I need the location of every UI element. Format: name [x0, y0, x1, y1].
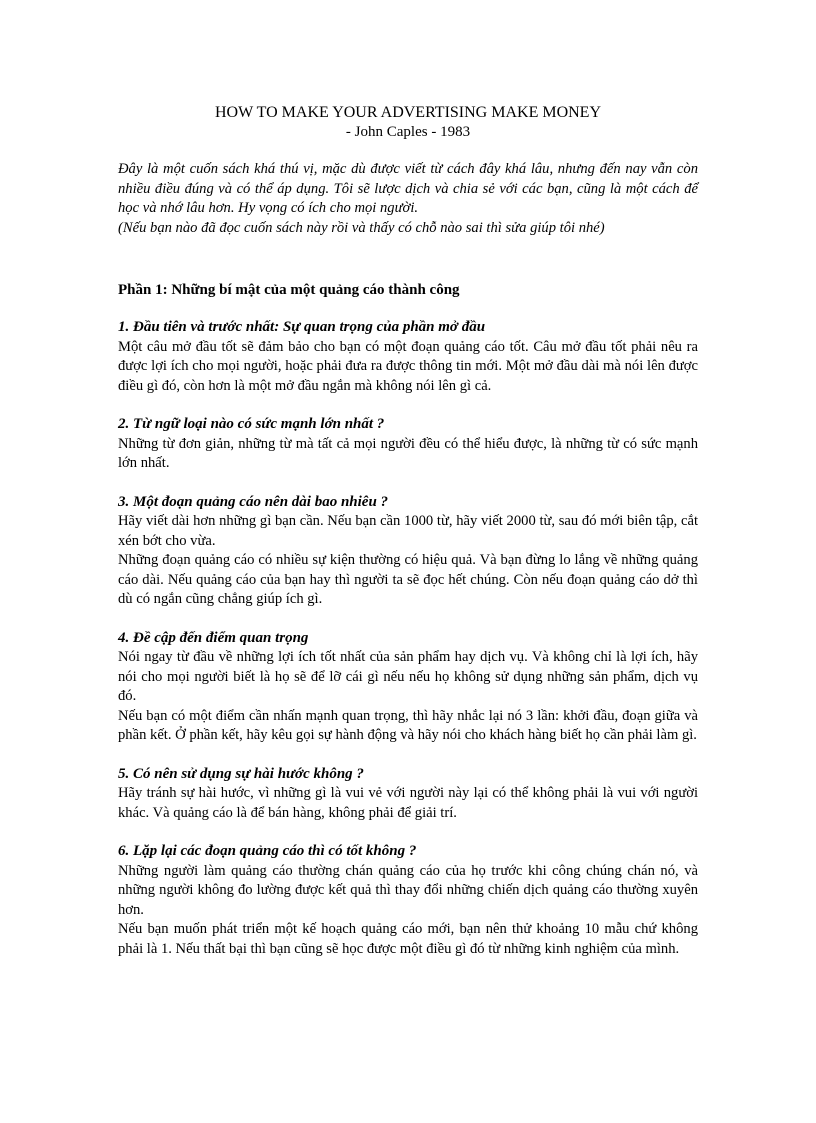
section-paragraph: Hãy tránh sự hài hước, vì những gì là vui vẻ với người này lại có thể không phải là vui với người khác. Và quảng cáo là để bán hàng, không phải để giải trí. — [118, 785, 698, 821]
intro-block — [118, 160, 698, 238]
section-6 — [118, 842, 698, 959]
section-heading: 4. Đề cập đến điểm quan trọng — [118, 629, 309, 646]
section-3 — [118, 493, 698, 610]
intro-paragraph: Đây là một cuốn sách khá thú vị, mặc dù được viết từ cách đây khá lâu, nhưng đến nay vẫn còn nhiều điều đúng và có thể áp dụng. Tôi sẽ lược dịch và chia sẻ với các bạn, cũng là một cách để học và nhớ lâu hơn. Hy vọng có ích cho mọi người. — [118, 161, 698, 216]
section-5 — [118, 765, 698, 824]
section-heading: 5. Có nên sử dụng sự hài hước không ? — [118, 765, 364, 782]
section-heading: 3. Một đoạn quảng cáo nên dài bao nhiêu ? — [118, 493, 389, 510]
section-heading: 1. Đầu tiên và trước nhất: Sự quan trọng của phần mở đầu — [118, 319, 486, 335]
section-2 — [118, 415, 698, 474]
sections-list — [118, 318, 698, 978]
section-heading: 2. Từ ngữ loại nào có sức mạnh lớn nhất ? — [118, 416, 385, 432]
intro-note: (Nếu bạn nào đã đọc cuốn sách này rồi và thấy có chỗ nào sai thì sửa giúp tôi nhé) — [118, 219, 605, 236]
section-paragraph: Nếu bạn có một điểm cần nhấn mạnh quan trọng, thì hãy nhắc lại nó 3 lần: khởi đầu, đoạn giữa và phần kết. Ở phần kết, hãy kêu gọi sự hành động và hãy nói cho khách hàng biết họ cần phải làm gì. — [118, 707, 698, 743]
document-author: - John Caples - 1983 — [345, 124, 471, 140]
section-4 — [118, 629, 698, 746]
section-paragraph: Những từ đơn giản, những từ mà tất cả mọi người đều có thể hiểu được, là những từ có sức mạnh lớn nhất. — [118, 435, 698, 471]
section-paragraph: Nói ngay từ đầu về những lợi ích tốt nhất của sản phẩm hay dịch vụ. Và không chỉ là lợi ích, hãy nói cho mọi người biết là họ sẽ để lỡ cái gì nếu nếu họ không sử dụng những sản phẩm, dịch vụ đó. — [118, 649, 698, 704]
document-page — [118, 0, 698, 1123]
section-paragraph: Những người làm quảng cáo thường chán quảng cáo của họ trước khi công chúng chán nó, và những người không đo lường được kết quả thì thay đổi những chiến dịch quảng cáo thường xuyên hơn. — [118, 862, 698, 918]
document-title: HOW TO MAKE YOUR ADVERTISING MAKE MONEY — [215, 104, 601, 121]
section-1 — [118, 318, 698, 396]
section-paragraph: Hãy viết dài hơn những gì bạn cần. Nếu bạn cần 1000 từ, hãy viết 2000 từ, sau đó mới biên tập, cắt xén bớt cho vừa. — [118, 513, 698, 549]
section-paragraph: Những đoạn quảng cáo có nhiều sự kiện thường có hiệu quả. Và bạn đừng lo lắng về những quảng cáo dài. Nếu quảng cáo của bạn hay thì người ta sẽ đọc hết chúng. Còn nếu đoạn quảng cáo dở thì dù có ngắn cũng chẳng giúp ích gì. — [118, 552, 698, 607]
section-paragraph: Nếu bạn muốn phát triển một kế hoạch quảng cáo mới, bạn nên thử khoảng 10 mẫu chứ không phải là 1. Nếu thất bại thì bạn cũng sẽ học được một điều gì đó từ những kinh nghiệm của mình. — [118, 921, 698, 957]
part-heading: Phần 1: Những bí mật của một quảng cáo thành công — [118, 282, 460, 298]
section-paragraph: Một câu mở đầu tốt sẽ đảm bảo cho bạn có một đoạn quảng cáo tốt. Câu mở đầu tốt phải nêu ra được lợi ích cho mọi người, hoặc phải đưa ra được thông tin mới. Một mở đầu dài mà nói lên được điều gì đó, còn hơn là một mở đầu ngắn mà không nói lên gì cả. — [118, 338, 698, 394]
section-heading: 6. Lặp lại các đoạn quảng cáo thì có tốt không ? — [118, 843, 417, 859]
